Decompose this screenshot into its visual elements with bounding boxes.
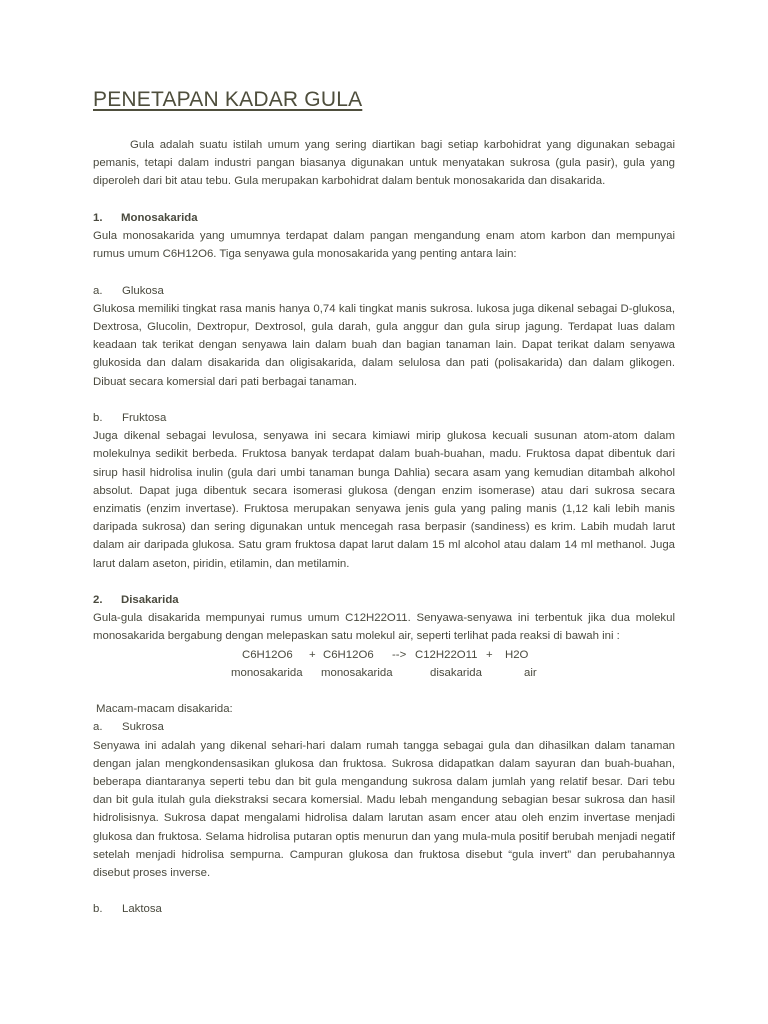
product-2: H2O (505, 648, 529, 661)
reaction-formula (93, 646, 675, 664)
product-1: C12H22O11 (415, 648, 478, 661)
monosakarida-paragraph: Gula monosakarida yang umumnya terdapat dalam pangan mengandung enam atom karbon dan mempunyai rumus umum C6H12O6. Tiga senyawa gula monosakarida yang penting antara lain: (93, 230, 675, 261)
sub-title: Sukrosa (122, 721, 164, 734)
section-number: 2. (93, 594, 103, 607)
subheading-fruktosa (93, 409, 675, 427)
sub-letter: b. (93, 903, 103, 916)
fruktosa-paragraph: Juga dikenal sebagai levulosa, senyawa ini secara kimiawi mirip glukosa kecuali susunan atom-atom dalam molekulnya sedikit berbeda. Fruktosa banyak terdapat dalam buah-buahan, madu. Fruktosa dapat dibentuk dari sirup hasil hidrolisa inulin (gula dari umbi tanaman bunga Dahlia) secara asam yang kemudian ditambah alkohol absolut. Dapat juga dibentuk secara isomerasi glukosa (dengan enzim isomerase) atau dari sukrosa secara enzimatis (enzim invertase). Fruktosa merupakan senyawa jenis gula yang paling manis (1,12 kali lebih manis daripada sukrosa) dan sering digunakan untuk mencegah rasa berpasir (sandiness) es krim. Labih mudah larut dalam air daripada glukosa. Satu gram fruktosa dapat larut dalam 15 ml alcohol atau dalam 14 ml methanol. Juga larut dalam aseton, piridin, etilamin, dan metilamin. (93, 430, 675, 570)
label-reactant-1: monosakarida (231, 666, 303, 679)
disakarida-paragraph: Gula-gula disakarida mempunyai rumus umum C12H22O11. Senyawa-senyawa ini terbentuk jika dua molekul monosakarida bergabung dengan melepaskan satu molekul air, seperti terlihat pada reaksi di bawah ini : (93, 612, 675, 643)
reactant-2: C6H12O6 (323, 648, 374, 661)
plus-sign-1: + (309, 648, 316, 661)
intro-paragraph: Gula adalah suatu istilah umum yang sering diartikan bagi setiap karbohidrat yang digunakan sebagai pemanis, tetapi dalam industri pangan biasanya digunakan untuk menyatakan sukrosa (gula pasir), gula yang diperoleh dari bit atau tebu. Gula merupakan karbohidrat dalam bentuk monosakarida dan disakarida. (93, 139, 675, 188)
plus-sign-2: + (486, 648, 493, 661)
sub-letter: a. (93, 284, 103, 297)
sub-title: Laktosa (122, 903, 162, 916)
spacer (93, 682, 675, 700)
spacer (93, 573, 675, 591)
reactant-1: C6H12O6 (242, 648, 293, 661)
section-title: Disakarida (121, 594, 179, 607)
section-title: Monosakarida (121, 211, 198, 224)
spacer (93, 882, 675, 900)
subheading-sukrosa (93, 718, 675, 736)
glukosa-paragraph: Glukosa memiliki tingkat rasa manis hanya 0,74 kali tingkat manis sukrosa. lukosa juga dikenal sebagai D-glukosa, Dextrosa, Glucolin, Dextropur, Dextrosol, gula darah, gula anggur dan gula sirup jagung. Terdapat luas dalam keadaan tak terikat dengan senyawa lain dalam buah dan bagian tanaman lain. Dapat terikat dalam senyawa glukosida dan dalam disakarida dan oligisakarida, dalam selulosa dan pati (polisakarida) dan dalam glikogen. Dibuat secara komersial dari pati berbagai tanaman. (93, 302, 675, 388)
spacer (93, 191, 675, 209)
page-title: PENETAPAN KADAR GULA (93, 88, 363, 111)
reaction-labels (93, 664, 675, 682)
reaction-arrow: --> (392, 648, 407, 661)
label-product-2: air (524, 666, 537, 679)
spacer (93, 391, 675, 409)
section-heading-disakarida (93, 591, 675, 609)
sub-letter: b. (93, 412, 103, 424)
sub-title: Fruktosa (122, 412, 167, 424)
disakarida-types-intro: Macam-macam disakarida: (96, 703, 233, 716)
subheading-laktosa (93, 900, 675, 918)
subheading-glukosa (93, 282, 675, 300)
spacer (93, 263, 675, 281)
sub-title: Glukosa (122, 284, 164, 297)
section-number: 1. (93, 211, 103, 224)
section-heading-monosakarida (93, 209, 675, 227)
sub-letter: a. (93, 721, 103, 734)
sukrosa-paragraph: Senyawa ini adalah yang dikenal sehari-hari dalam rumah tangga sebagai gula dan dihasilkan dalam tanaman dengan jalan mengkondensasikan glukosa dan fruktosa. Sukrosa didapatkan dalam sayuran dan buah-buahan, beberapa diantaranya seperti tebu dan bit gula mengandung sukrosa dalam jumlah yang relatif besar. Dari tebu dan bit gula itulah gula diekstraksi secara komersial. Madu lebah mengandung sebagian besar sukrosa dan hasil hidrolisisnya. Sukrosa dapat mengalami hidrolisa dalam larutan asam encer atau oleh enzim invertase menjadi glukosa dan fruktosa. Selama hidrolisa putaran optis menurun dan yang mula-mula positif berubah menjadi negatif setelah menjadi hidrolisa sempurna. Campuran glukosa dan fruktosa disebut “gula invert” dan perubahannya disebut proses inverse. (93, 739, 675, 880)
document-page (93, 86, 675, 919)
label-product-1: disakarida (430, 666, 482, 679)
label-reactant-2: monosakarida (321, 666, 393, 679)
